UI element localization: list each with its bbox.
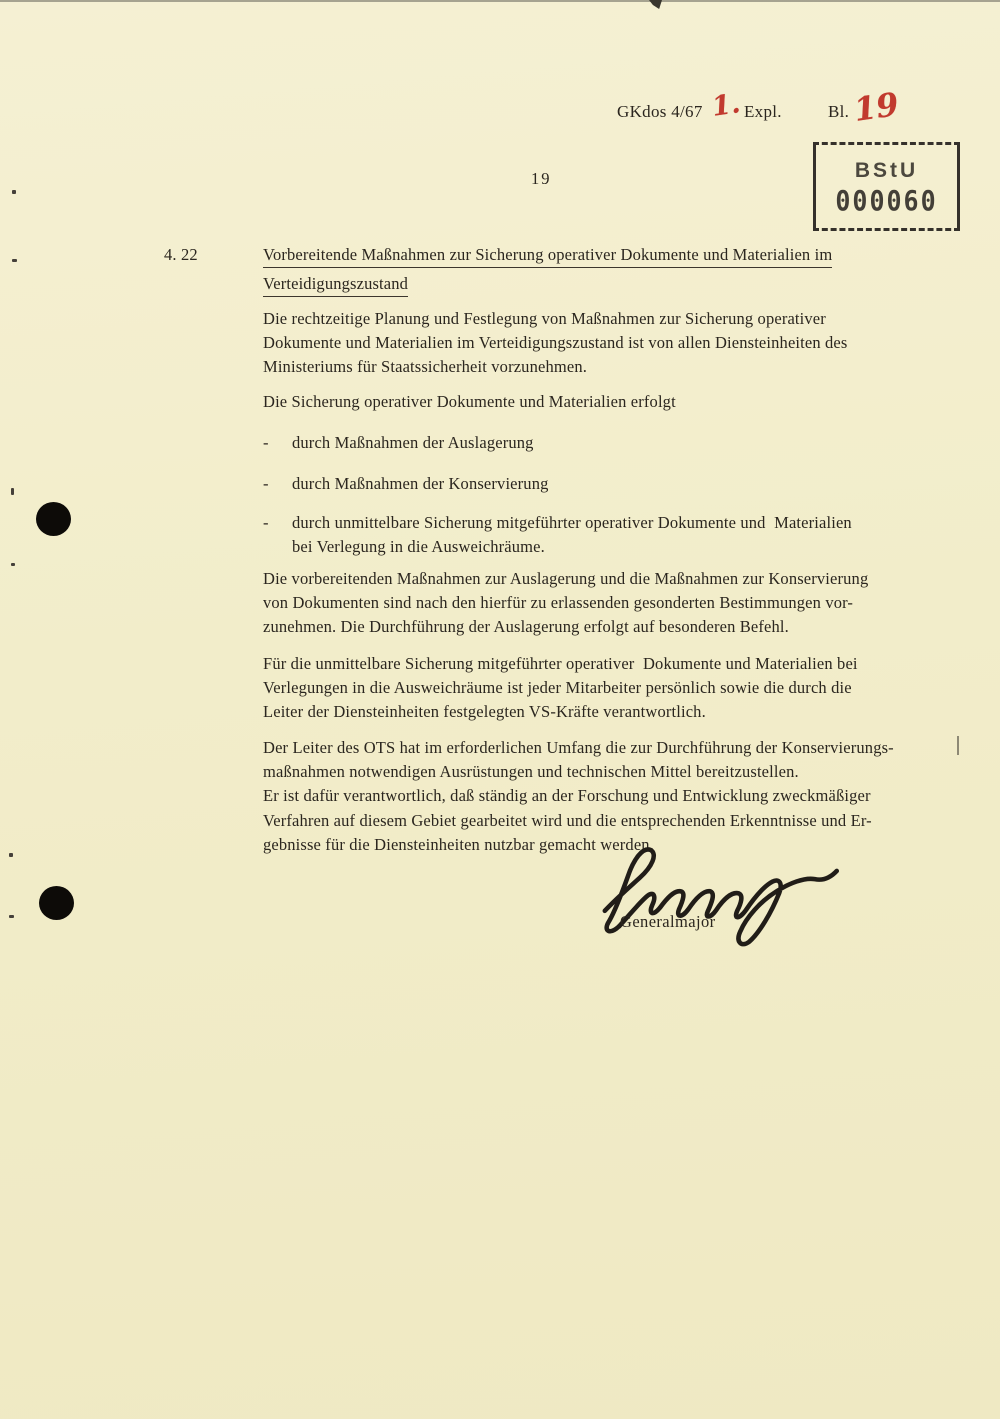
scan-speck — [11, 488, 14, 495]
paragraph-line: Der Leiter des OTS hat im erforderlichen Umfang die zur Durchführung der Konservierungs- — [263, 738, 894, 757]
scan-notch-artifact — [649, 0, 662, 9]
paragraph-line: Ministeriums für Staatssicherheit vorzunehmen. — [263, 357, 587, 377]
paragraph — [263, 736, 894, 857]
scan-speck — [9, 915, 14, 918]
paragraph-line: Die Sicherung operativer Dokumente und Materialien erfolgt — [263, 392, 676, 411]
punch-hole — [36, 502, 71, 536]
stamp-page-number: 000060 — [835, 183, 938, 217]
section-number: 4. 22 — [164, 245, 198, 264]
list-item-text: durch Maßnahmen der Auslagerung — [292, 433, 534, 452]
section-heading-line: Verteidigungszustand — [263, 274, 408, 297]
paragraph — [263, 652, 858, 725]
paragraph — [263, 567, 868, 640]
scan-mark — [957, 736, 959, 755]
sheet-number-handwritten: 19 — [851, 85, 901, 129]
list-item-text: durch Maßnahmen der Konservierung — [292, 474, 549, 493]
scan-speck — [12, 190, 16, 194]
doc-reference: GKdos 4/67 — [617, 102, 703, 121]
section-heading-line: Vorbereitende Maßnahmen zur Sicherung operativer Dokumente und Materialien im — [263, 245, 832, 268]
bullet-dash: - — [263, 513, 269, 532]
list-item — [263, 431, 534, 455]
paragraph — [263, 390, 676, 414]
paragraph-line: gebnisse für die Diensteinheiten nutzbar gemacht werden. — [263, 834, 654, 854]
paragraph-line: Die rechtzeitige Planung und Festlegung von Maßnahmen zur Sicherung operativer — [263, 309, 826, 328]
sheet-label: Bl. — [828, 102, 850, 121]
stamp-org-label: BStU — [854, 158, 919, 182]
paragraph — [263, 307, 847, 380]
scan-speck — [12, 259, 17, 262]
list-item-text: bei Verlegung in die Ausweichräume. — [292, 537, 545, 557]
copy-number-handwritten: 1. — [709, 88, 743, 123]
signature-rank: Generalmajor — [620, 912, 716, 931]
paragraph-line: maßnahmen notwendigen Ausrüstungen und technischen Mittel bereitzustellen. — [263, 762, 799, 782]
paragraph-line: Verfahren auf diesem Gebiet gearbeitet wird und die entsprechenden Erkenntnisse und Er- — [263, 810, 872, 830]
archive-stamp — [813, 142, 960, 231]
paragraph-line: zunehmen. Die Durchführung der Auslagerung erfolgt auf besonderen Befehl. — [263, 617, 789, 637]
bullet-dash: - — [263, 474, 269, 493]
paragraph-line: Leiter der Diensteinheiten festgelegten VS-Kräfte verantwortlich. — [263, 702, 706, 722]
punch-hole — [39, 886, 74, 920]
list-item — [263, 472, 549, 496]
copy-label: Expl. — [744, 102, 782, 121]
section-heading — [263, 243, 832, 301]
paragraph-line: Er ist dafür verantwortlich, daß ständig an der Forschung und Entwicklung zweckmäßiger — [263, 786, 871, 806]
list-item — [263, 511, 852, 559]
scan-edge-artifact — [0, 0, 1000, 2]
paragraph-line: Dokumente und Materialien im Verteidigungszustand ist von allen Diensteinheiten des — [263, 333, 848, 353]
list-item-text: durch unmittelbare Sicherung mitgeführter operativer Dokumente und Materialien — [292, 513, 852, 532]
page-number: 19 — [531, 169, 552, 188]
paragraph-line: von Dokumenten sind nach den hierfür zu erlassenden gesonderten Bestimmungen vor- — [263, 593, 854, 613]
paragraph-line: Die vorbereitenden Maßnahmen zur Auslagerung und die Maßnahmen zur Konservierung — [263, 569, 869, 588]
paragraph-line: Für die unmittelbare Sicherung mitgeführter operativer Dokumente und Materialien bei — [263, 654, 858, 673]
scan-speck — [11, 563, 15, 566]
scan-speck — [9, 853, 13, 857]
bullet-dash: - — [263, 433, 269, 452]
paragraph-line: Verlegungen in die Ausweichräume ist jeder Mitarbeiter persönlich sowie die durch die — [263, 678, 852, 698]
